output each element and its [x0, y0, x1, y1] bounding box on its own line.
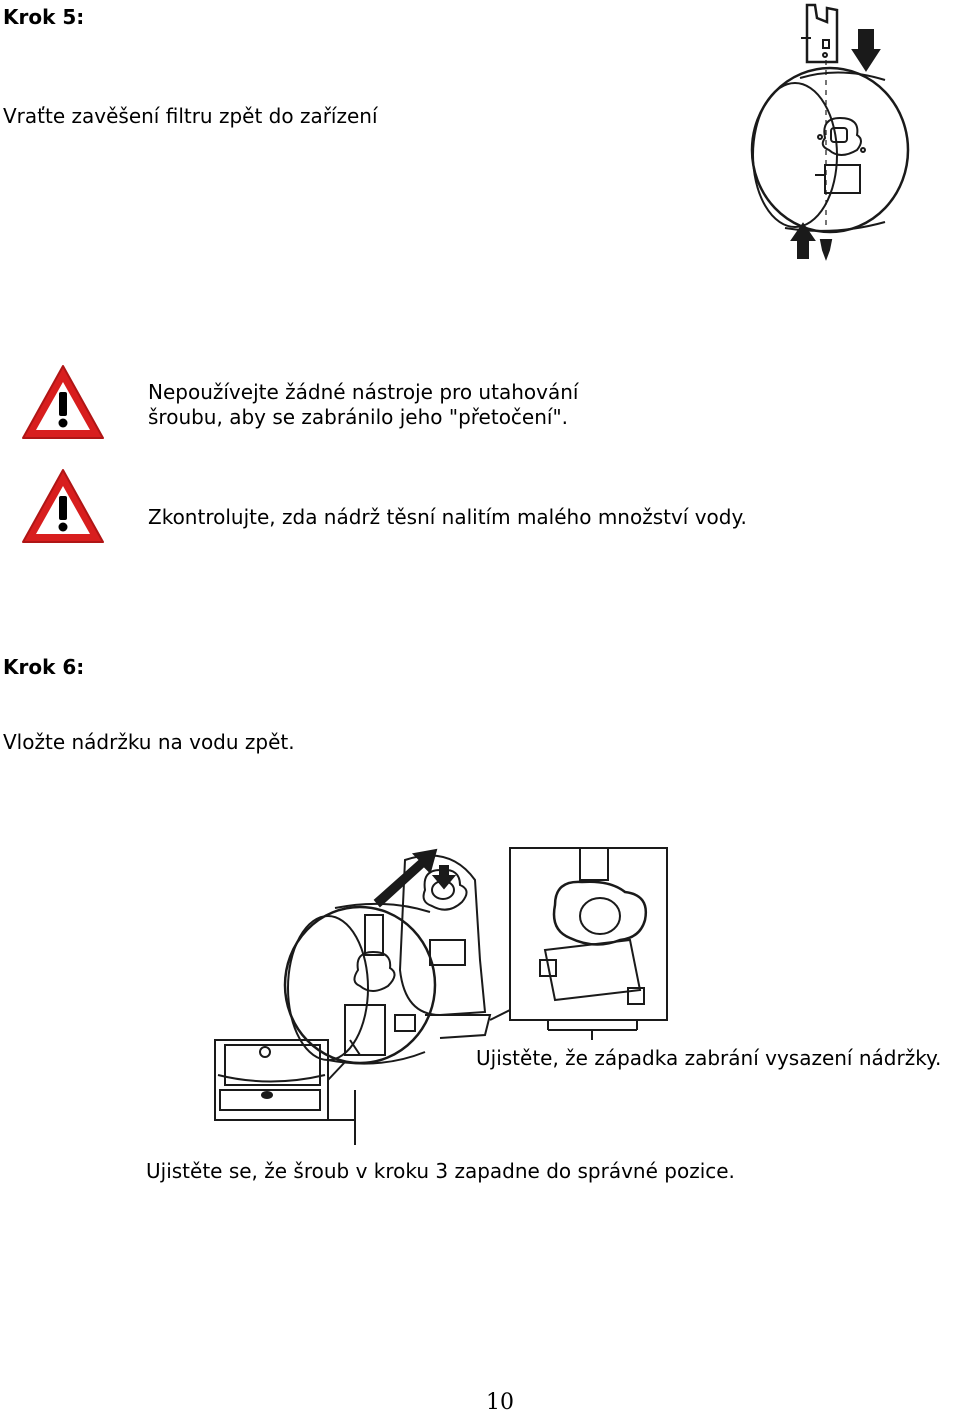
warning-text-1-line1: Nepoužívejte žádné nástroje pro utahování	[148, 380, 579, 404]
step6-heading: Krok 6:	[3, 655, 85, 679]
warning-text-1-line2: šroubu, aby se zabránilo jeho "přetočení".	[148, 405, 569, 429]
filter-holder-illustration	[745, 0, 925, 265]
screw-callout: Ujistěte se, že šroub v kroku 3 zapadne do správné pozice.	[146, 1159, 735, 1183]
warning-triangle-icon	[19, 362, 107, 442]
latch-callout: Ujistěte, že západka zabrání vysazení nádržky.	[476, 1046, 942, 1070]
step6-instruction: Vložte nádržku na vodu zpět.	[3, 730, 295, 754]
step5-heading: Krok 5:	[3, 5, 85, 29]
tank-insertion-illustration	[210, 840, 680, 1150]
warning-text-2: Zkontrolujte, zda nádrž těsní nalitím malého množství vody.	[148, 505, 747, 529]
warning-triangle-icon	[19, 466, 107, 546]
step5-instruction: Vraťte zavěšení filtru zpět do zařízení	[3, 104, 378, 128]
page-number: 10	[486, 1390, 514, 1415]
